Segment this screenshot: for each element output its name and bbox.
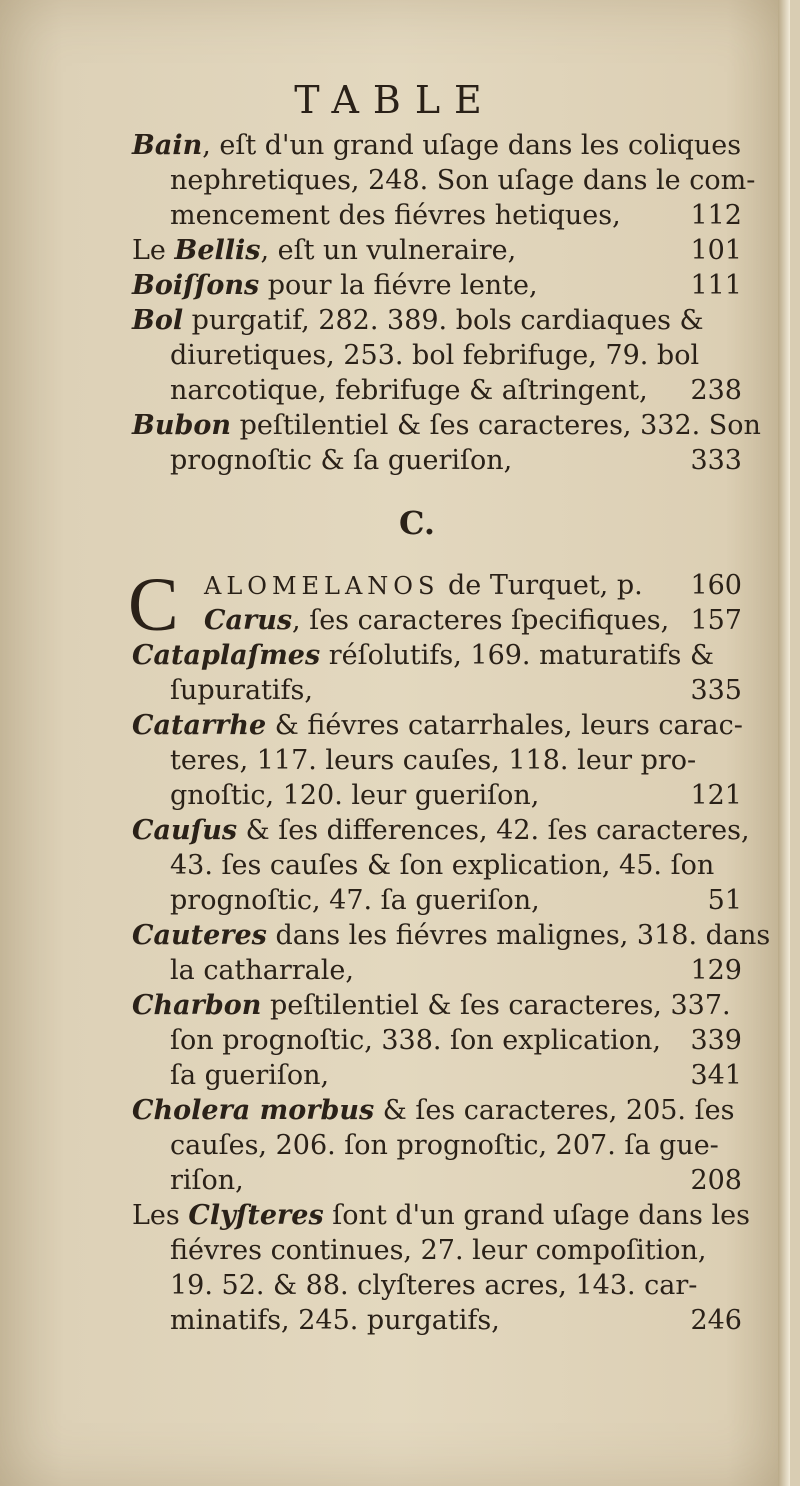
page-number: 246 [690, 1305, 742, 1336]
index-entry: Bol purgatif, 282. 389. bols cardiaques & diuretiques, 253. bol febrifuge, 79. bol narcotique, febrifuge & aſtringent, 238 [132, 305, 742, 406]
page-edge [778, 0, 790, 1486]
entry-head: Bellis [174, 235, 261, 266]
page-header: TABLE [294, 78, 496, 122]
entry-head: Charbon [132, 990, 262, 1021]
entry-head: Boiſſons [132, 270, 260, 301]
page-number: 129 [690, 955, 742, 986]
index-entry: Bain, eſt d'un grand uſage dans les coliques nephretiques, 248. Son uſage dans le com- mencement des fiévres hetiques, 112 [132, 130, 756, 231]
page-number: 341 [690, 1060, 742, 1091]
page-number: 112 [690, 200, 742, 231]
page-number: 333 [690, 445, 742, 476]
entry-head: Bain [132, 130, 203, 161]
index-entry: Cholera morbus & ſes caracteres, 205. ſes cauſes, 206. ſon prognoſtic, 207. ſa gue- riſon, 208 [132, 1095, 742, 1196]
index-entry: Bubon peſtilentiel & ſes caracteres, 332. Son prognoſtic & ſa gueriſon, 333 [132, 410, 761, 476]
index-entry: C ALOMELANOS de Turquet, p. 160 Carus, ſes caracteres ſpecifiques, 157 [128, 563, 742, 647]
page-number: 101 [690, 235, 742, 266]
entry-head: Carus [204, 605, 293, 636]
entry-head: Bol [132, 305, 184, 336]
page-number: 111 [690, 270, 742, 301]
section-letter: C. [398, 504, 436, 542]
page-number: 121 [690, 780, 742, 811]
entry-head: Cholera morbus [132, 1095, 375, 1126]
entry-head: Clyſteres [188, 1200, 324, 1231]
index-entry: Cauteres dans les fiévres malignes, 318. dans la catharrale, 129 [132, 920, 771, 986]
index-entry: Boiſſons pour la fiévre lente, 111 [132, 270, 742, 301]
page-number: 335 [690, 675, 742, 706]
index-entries [128, 128, 771, 1338]
page-number: 157 [690, 605, 742, 636]
page-number: 339 [690, 1025, 742, 1056]
page-number: 238 [690, 375, 742, 406]
index-entry: Cauſus & ſes differences, 42. ſes caracteres, 43. ſes cauſes & ſon explication, 45. ſon prognoſtic, 47. ſa gueriſon, 51 [132, 815, 750, 916]
drop-cap: C [128, 563, 179, 647]
index-entry: Catarrhe & fiévres catarrhales, leurs carac- teres, 117. leurs cauſes, 118. leur pro- gnoſtic, 120. leur gueriſon, 121 [132, 710, 743, 811]
page-number: 51 [707, 885, 742, 916]
page-number: 160 [690, 570, 742, 601]
entry-head: Cataplaſmes [132, 640, 321, 671]
index-entry: Les Clyſteres ſont d'un grand uſage dans les fiévres continues, 27. leur compoſition, 19. 52. & 88. clyſteres acres, 143. car- minatifs, 245. purgatifs, 246 [132, 1200, 750, 1336]
page-number: 208 [690, 1165, 742, 1196]
index-entry: Cataplaſmes réſolutifs, 169. maturatifs & ſupuratifs, 335 [132, 640, 742, 706]
entry-head: Bubon [132, 410, 231, 441]
entry-head: Cauteres [132, 920, 267, 951]
entry-head: Catarrhe [132, 710, 267, 741]
index-entry: Le Bellis, eſt un vulneraire, 101 [132, 235, 742, 266]
index-entry: Charbon peſtilentiel & ſes caracteres, 337. ſon prognoſtic, 338. ſon explication, 339 ſa gueriſon, 341 [132, 990, 742, 1091]
entry-head: Cauſus [132, 815, 238, 846]
